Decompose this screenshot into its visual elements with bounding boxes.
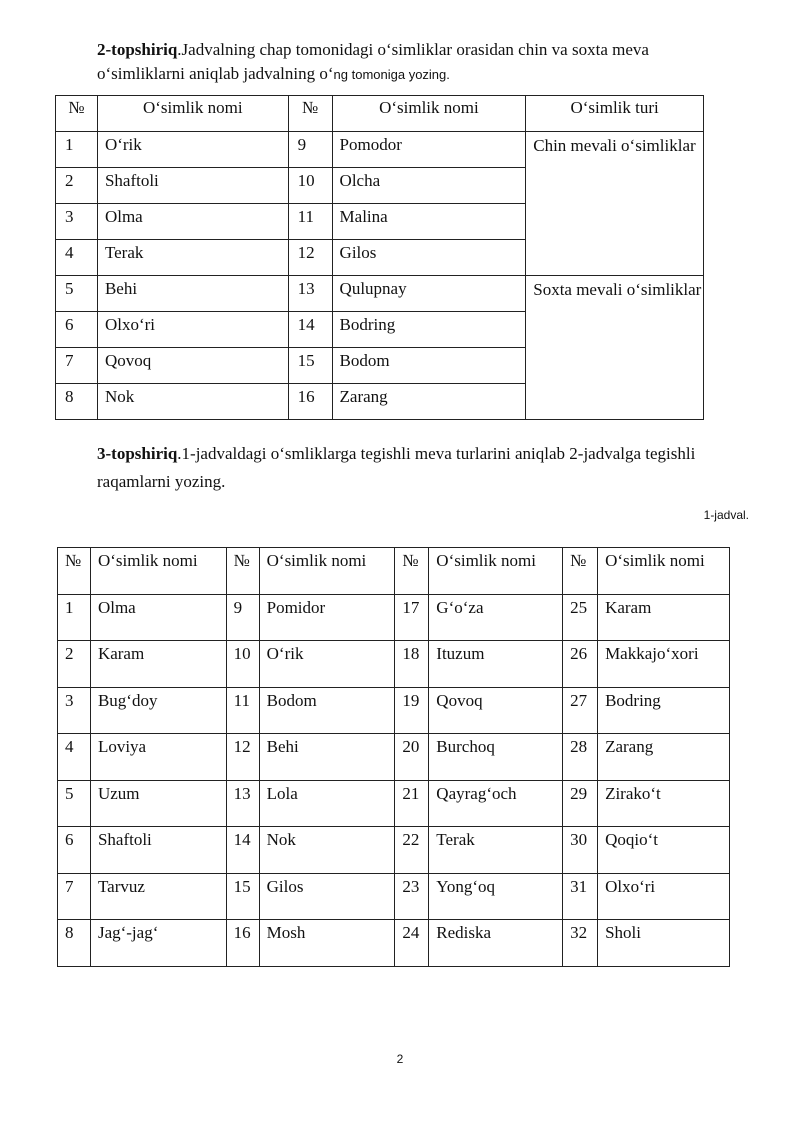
row-number: 1 — [56, 132, 98, 168]
plant-name: Jag‘-jag‘ — [90, 920, 226, 967]
plant-name: Shaftoli — [97, 168, 288, 204]
task2-paragraph — [97, 38, 737, 87]
table-row — [58, 780, 730, 827]
plant-name: Tarvuz — [90, 873, 226, 920]
row-number: 3 — [58, 687, 91, 734]
row-number: 13 — [288, 276, 332, 312]
plant-name: Bodring — [332, 312, 526, 348]
task3-title: 3-topshiriq — [97, 444, 178, 463]
header-number: № — [288, 96, 332, 132]
row-number: 9 — [288, 132, 332, 168]
row-number: 22 — [395, 827, 429, 874]
plant-name: Qulupnay — [332, 276, 526, 312]
plant-name: Bodring — [598, 687, 730, 734]
row-number: 5 — [58, 780, 91, 827]
plant-name: Gilos — [332, 240, 526, 276]
plant-name: Qoqio‘t — [598, 827, 730, 874]
task3-paragraph — [97, 440, 737, 496]
header-plant-type: O‘simlik turi — [526, 96, 704, 132]
row-number: 11 — [226, 687, 259, 734]
row-number: 13 — [226, 780, 259, 827]
plant-name: Bodom — [259, 687, 395, 734]
header-plant-name: O‘simlik nomi — [97, 96, 288, 132]
table-row — [56, 276, 704, 312]
row-number: 15 — [288, 348, 332, 384]
plant-type-group: Soxta mevali o‘simliklar — [526, 276, 704, 420]
plant-name: Ituzum — [429, 641, 563, 688]
plant-name: Sholi — [598, 920, 730, 967]
table-row — [58, 920, 730, 967]
plant-name: Qovoq — [429, 687, 563, 734]
row-number: 25 — [563, 594, 598, 641]
table-row — [58, 594, 730, 641]
row-number: 18 — [395, 641, 429, 688]
page-number: 2 — [396, 1052, 404, 1066]
plant-name: Behi — [259, 734, 395, 781]
row-number: 20 — [395, 734, 429, 781]
row-number: 24 — [395, 920, 429, 967]
row-number: 1 — [58, 594, 91, 641]
plant-name: Terak — [97, 240, 288, 276]
row-number: 17 — [395, 594, 429, 641]
plant-name: Makkajo‘xori — [598, 641, 730, 688]
table-header-row — [58, 548, 730, 595]
plant-name: O‘rik — [97, 132, 288, 168]
plant-name: Mosh — [259, 920, 395, 967]
row-number: 31 — [563, 873, 598, 920]
plant-name: Gilos — [259, 873, 395, 920]
row-number: 7 — [56, 348, 98, 384]
row-number: 15 — [226, 873, 259, 920]
plant-name: Olma — [97, 204, 288, 240]
plant-name: G‘o‘za — [429, 594, 563, 641]
row-number: 6 — [58, 827, 91, 874]
plant-name: Nok — [97, 384, 288, 420]
row-number: 16 — [226, 920, 259, 967]
row-number: 21 — [395, 780, 429, 827]
table-row — [58, 641, 730, 688]
header-plant-name: O‘simlik nomi — [259, 548, 395, 595]
plant-name: Zarang — [598, 734, 730, 781]
task3-text: .1-jadvaldagi o‘smliklarga tegishli meva turlarini aniqlab 2-jadvalga tegishli raqamlarni yozing. — [97, 444, 696, 491]
row-number: 16 — [288, 384, 332, 420]
header-number: № — [58, 548, 91, 595]
header-plant-name: O‘simlik nomi — [332, 96, 526, 132]
plant-type-group: Chin mevali o‘simliklar — [526, 132, 704, 276]
row-number: 10 — [288, 168, 332, 204]
row-number: 9 — [226, 594, 259, 641]
header-plant-name: O‘simlik nomi — [429, 548, 563, 595]
task2-text-small: ng tomoniga yozing. — [333, 67, 450, 82]
header-plant-name: O‘simlik nomi — [598, 548, 730, 595]
row-number: 7 — [58, 873, 91, 920]
plant-name: Yong‘oq — [429, 873, 563, 920]
row-number: 26 — [563, 641, 598, 688]
plant-name: Shaftoli — [90, 827, 226, 874]
plant-name: Pomidor — [259, 594, 395, 641]
row-number: 11 — [288, 204, 332, 240]
row-number: 12 — [288, 240, 332, 276]
row-number: 2 — [58, 641, 91, 688]
plant-name: Karam — [90, 641, 226, 688]
plant-name: Bodom — [332, 348, 526, 384]
row-number: 5 — [56, 276, 98, 312]
row-number: 23 — [395, 873, 429, 920]
plant-type-table — [55, 95, 704, 420]
header-number: № — [563, 548, 598, 595]
plant-name: Olcha — [332, 168, 526, 204]
plant-name: Loviya — [90, 734, 226, 781]
header-number: № — [226, 548, 259, 595]
plant-name: Zirako‘t — [598, 780, 730, 827]
table-row — [58, 827, 730, 874]
plant-name: Burchoq — [429, 734, 563, 781]
plant-name: Bug‘doy — [90, 687, 226, 734]
row-number: 4 — [58, 734, 91, 781]
row-number: 8 — [56, 384, 98, 420]
plant-name: Olxo‘ri — [598, 873, 730, 920]
plant-name: Terak — [429, 827, 563, 874]
table-row — [58, 687, 730, 734]
row-number: 32 — [563, 920, 598, 967]
plant-name: Zarang — [332, 384, 526, 420]
row-number: 4 — [56, 240, 98, 276]
task2-text: .Jadvalning chap tomonidagi o‘simliklar orasidan chin va soxta meva o‘simliklarni aniqlab jadvalning o‘ — [97, 40, 649, 83]
plant-name: Lola — [259, 780, 395, 827]
plant-name: Olma — [90, 594, 226, 641]
plant-name: Pomodor — [332, 132, 526, 168]
table-row — [58, 873, 730, 920]
row-number: 6 — [56, 312, 98, 348]
task2-title: 2-topshiriq — [97, 40, 178, 59]
row-number: 8 — [58, 920, 91, 967]
plant-name: Karam — [598, 594, 730, 641]
plant-name: Rediska — [429, 920, 563, 967]
table-header-row — [56, 96, 704, 132]
row-number: 3 — [56, 204, 98, 240]
row-number: 27 — [563, 687, 598, 734]
plant-name: Nok — [259, 827, 395, 874]
plant-name: Qayrag‘och — [429, 780, 563, 827]
plant-name: Behi — [97, 276, 288, 312]
plant-name: O‘rik — [259, 641, 395, 688]
row-number: 30 — [563, 827, 598, 874]
plant-name: Uzum — [90, 780, 226, 827]
table-row — [58, 734, 730, 781]
row-number: 10 — [226, 641, 259, 688]
row-number: 14 — [226, 827, 259, 874]
row-number: 2 — [56, 168, 98, 204]
plant-name: Qovoq — [97, 348, 288, 384]
header-plant-name: O‘simlik nomi — [90, 548, 226, 595]
plant-list-table — [57, 547, 730, 967]
row-number: 12 — [226, 734, 259, 781]
plant-name: Malina — [332, 204, 526, 240]
header-number: № — [395, 548, 429, 595]
row-number: 14 — [288, 312, 332, 348]
table-row — [56, 132, 704, 168]
table-caption: 1-jadval. — [703, 508, 749, 522]
row-number: 29 — [563, 780, 598, 827]
header-number: № — [56, 96, 98, 132]
row-number: 19 — [395, 687, 429, 734]
plant-name: Olxo‘ri — [97, 312, 288, 348]
row-number: 28 — [563, 734, 598, 781]
